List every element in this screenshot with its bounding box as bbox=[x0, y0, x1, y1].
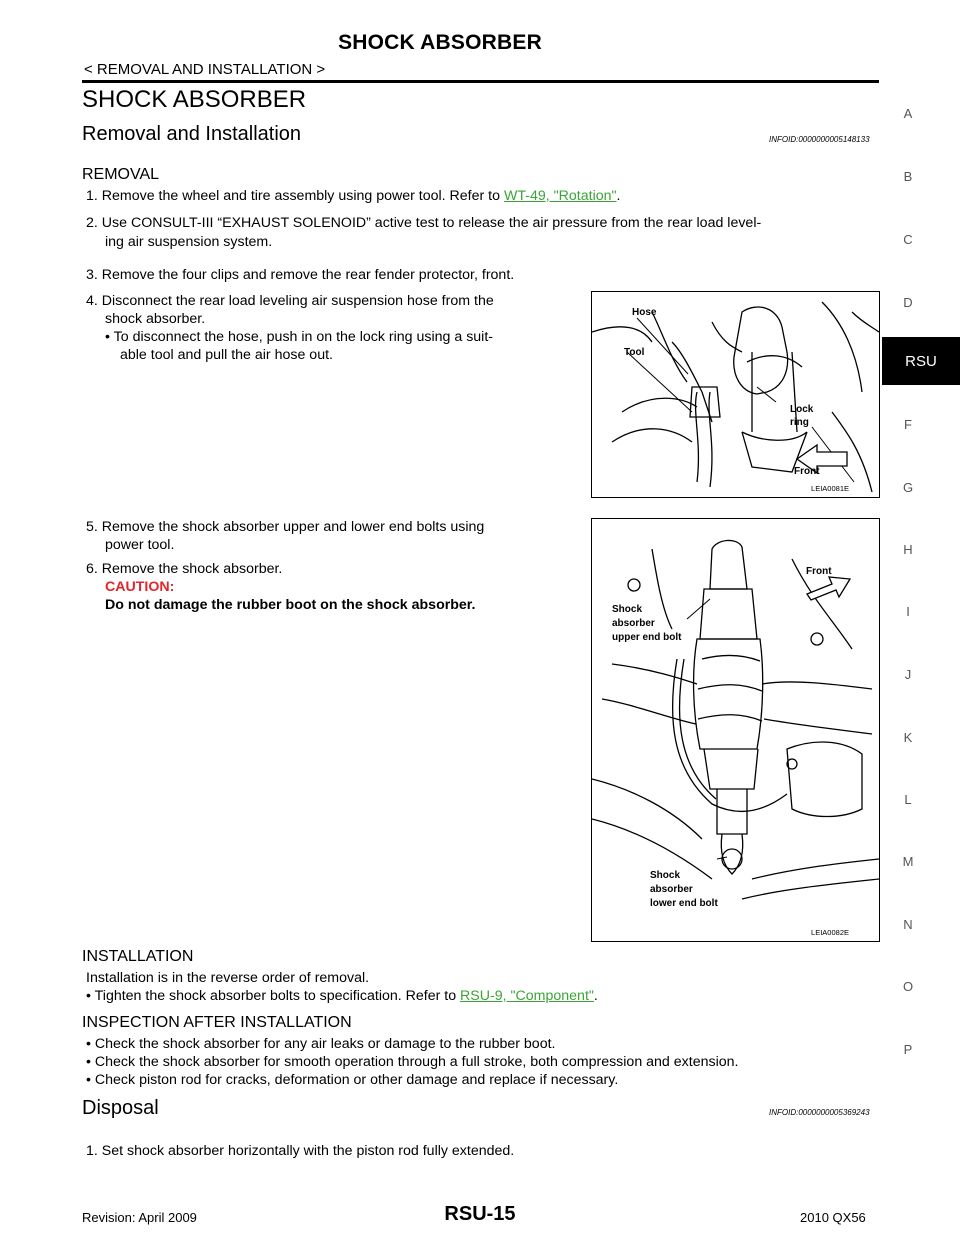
removal-step-4-line1: 4. Disconnect the rear load leveling air suspension hose from the bbox=[86, 293, 494, 309]
fig2-upper-label-2: absorber bbox=[612, 618, 655, 629]
inspection-bullet-2: • Check the shock absorber for smooth operation through a full stroke, both compression and extension. bbox=[86, 1054, 739, 1070]
side-tab-f[interactable]: F bbox=[904, 417, 912, 432]
footer-page-number: RSU-15 bbox=[444, 1203, 516, 1225]
fig1-label-ring: ring bbox=[790, 417, 809, 428]
removal-step-1-end: . bbox=[616, 188, 621, 204]
side-tab-b[interactable]: B bbox=[903, 169, 913, 184]
inspection-bullet-3: • Check piston rod for cracks, deformation or other damage and replace if necessary. bbox=[86, 1072, 619, 1088]
fig2-upper-label-3: upper end bolt bbox=[612, 632, 682, 643]
removal-step-1-text: 1. Remove the wheel and tire assembly using power tool. Refer to bbox=[86, 188, 504, 204]
fig1-label-tool: Tool bbox=[624, 347, 645, 358]
header-rule bbox=[82, 80, 879, 83]
side-tab-a[interactable]: A bbox=[903, 106, 913, 121]
fig2-label-front: Front bbox=[806, 566, 832, 577]
fig1-label-hose: Hose bbox=[632, 307, 657, 318]
figure-hose-lock-ring-illustration bbox=[592, 292, 879, 497]
removal-step-4-bullet-line1: • To disconnect the hose, push in on the lock ring using a suit- bbox=[105, 329, 494, 345]
disposal-heading: Disposal bbox=[82, 1097, 159, 1119]
removal-step-2-line1: 2. Use CONSULT-III “EXHAUST SOLENOID” active test to release the air pressure from the rear load level- bbox=[86, 215, 762, 231]
fig1-label-lock: Lock bbox=[790, 404, 814, 415]
figure-shock-absorber-illustration bbox=[592, 519, 879, 941]
infoid-disposal: INFOID:0000000005369243 bbox=[769, 1108, 870, 1117]
link-wt-49-rotation[interactable]: WT-49, "Rotation" bbox=[503, 188, 617, 204]
fig2-code: LEIA0082E bbox=[811, 928, 849, 937]
side-tab-c[interactable]: C bbox=[903, 232, 913, 247]
page-title: SHOCK ABSORBER bbox=[82, 86, 307, 113]
disposal-step-1: 1. Set shock absorber horizontally with the piston rod fully extended. bbox=[86, 1143, 515, 1159]
side-tab-rsu[interactable]: RSU bbox=[882, 337, 960, 385]
fig1-code: LEIA0081E bbox=[811, 484, 849, 493]
footer-model: 2010 QX56 bbox=[800, 1210, 866, 1225]
installation-bullet-end: . bbox=[593, 988, 598, 1004]
removal-step-2-line2: ing air suspension system. bbox=[105, 234, 273, 250]
removal-step-6: 6. Remove the shock absorber. bbox=[86, 561, 283, 577]
side-tab-n[interactable]: N bbox=[903, 917, 913, 932]
side-tab-k[interactable]: K bbox=[903, 730, 913, 745]
removal-step-3: 3. Remove the four clips and remove the rear fender protector, front. bbox=[86, 267, 515, 283]
breadcrumb: < REMOVAL AND INSTALLATION > bbox=[84, 61, 326, 78]
figure-shock-absorber-bolts bbox=[591, 518, 880, 942]
fig2-lower-label-1: Shock bbox=[650, 870, 681, 881]
removal-step-4-bullet-line2: able tool and pull the air hose out. bbox=[120, 347, 333, 363]
side-tab-g[interactable]: G bbox=[902, 480, 914, 495]
fig2-upper-label-1: Shock bbox=[612, 604, 643, 615]
fig2-lower-label-2: absorber bbox=[650, 884, 693, 895]
infoid-removal-installation: INFOID:0000000005148133 bbox=[769, 135, 870, 144]
installation-heading: INSTALLATION bbox=[82, 948, 194, 965]
installation-bullet-text: • Tighten the shock absorber bolts to specification. Refer to bbox=[86, 988, 461, 1004]
figure-hose-lock-ring bbox=[591, 291, 880, 498]
side-tab-j[interactable]: J bbox=[904, 667, 912, 682]
removal-heading: REMOVAL bbox=[82, 166, 160, 183]
removal-step-4-line2: shock absorber. bbox=[105, 311, 206, 327]
caution-label: CAUTION: bbox=[105, 579, 175, 595]
side-tab-o[interactable]: O bbox=[902, 979, 914, 994]
side-tab-d[interactable]: D bbox=[903, 295, 913, 310]
section-heading-removal-installation: Removal and Installation bbox=[82, 123, 302, 145]
removal-step-1 bbox=[86, 187, 621, 205]
fig2-lower-label-3: lower end bolt bbox=[650, 898, 718, 909]
caution-text: Do not damage the rubber boot on the shock absorber. bbox=[105, 597, 476, 613]
installation-line-1: Installation is in the reverse order of removal. bbox=[86, 970, 370, 986]
side-tab-h[interactable]: H bbox=[903, 542, 913, 557]
side-tab-i[interactable]: I bbox=[906, 604, 910, 619]
page-header-title: SHOCK ABSORBER bbox=[338, 31, 542, 54]
installation-bullet bbox=[86, 987, 598, 1005]
removal-step-5-line2: power tool. bbox=[105, 537, 175, 553]
side-tab-m[interactable]: M bbox=[902, 854, 914, 869]
footer-revision: Revision: April 2009 bbox=[82, 1210, 197, 1225]
removal-step-5-line1: 5. Remove the shock absorber upper and lower end bolts using bbox=[86, 519, 485, 535]
inspection-bullet-1: • Check the shock absorber for any air leaks or damage to the rubber boot. bbox=[86, 1036, 556, 1052]
side-tab-p[interactable]: P bbox=[903, 1042, 913, 1057]
inspection-heading: INSPECTION AFTER INSTALLATION bbox=[82, 1014, 352, 1031]
link-rsu-9-component[interactable]: RSU-9, "Component" bbox=[460, 988, 594, 1004]
side-tab-l[interactable]: L bbox=[904, 792, 912, 807]
fig1-label-front: Front bbox=[794, 466, 820, 477]
